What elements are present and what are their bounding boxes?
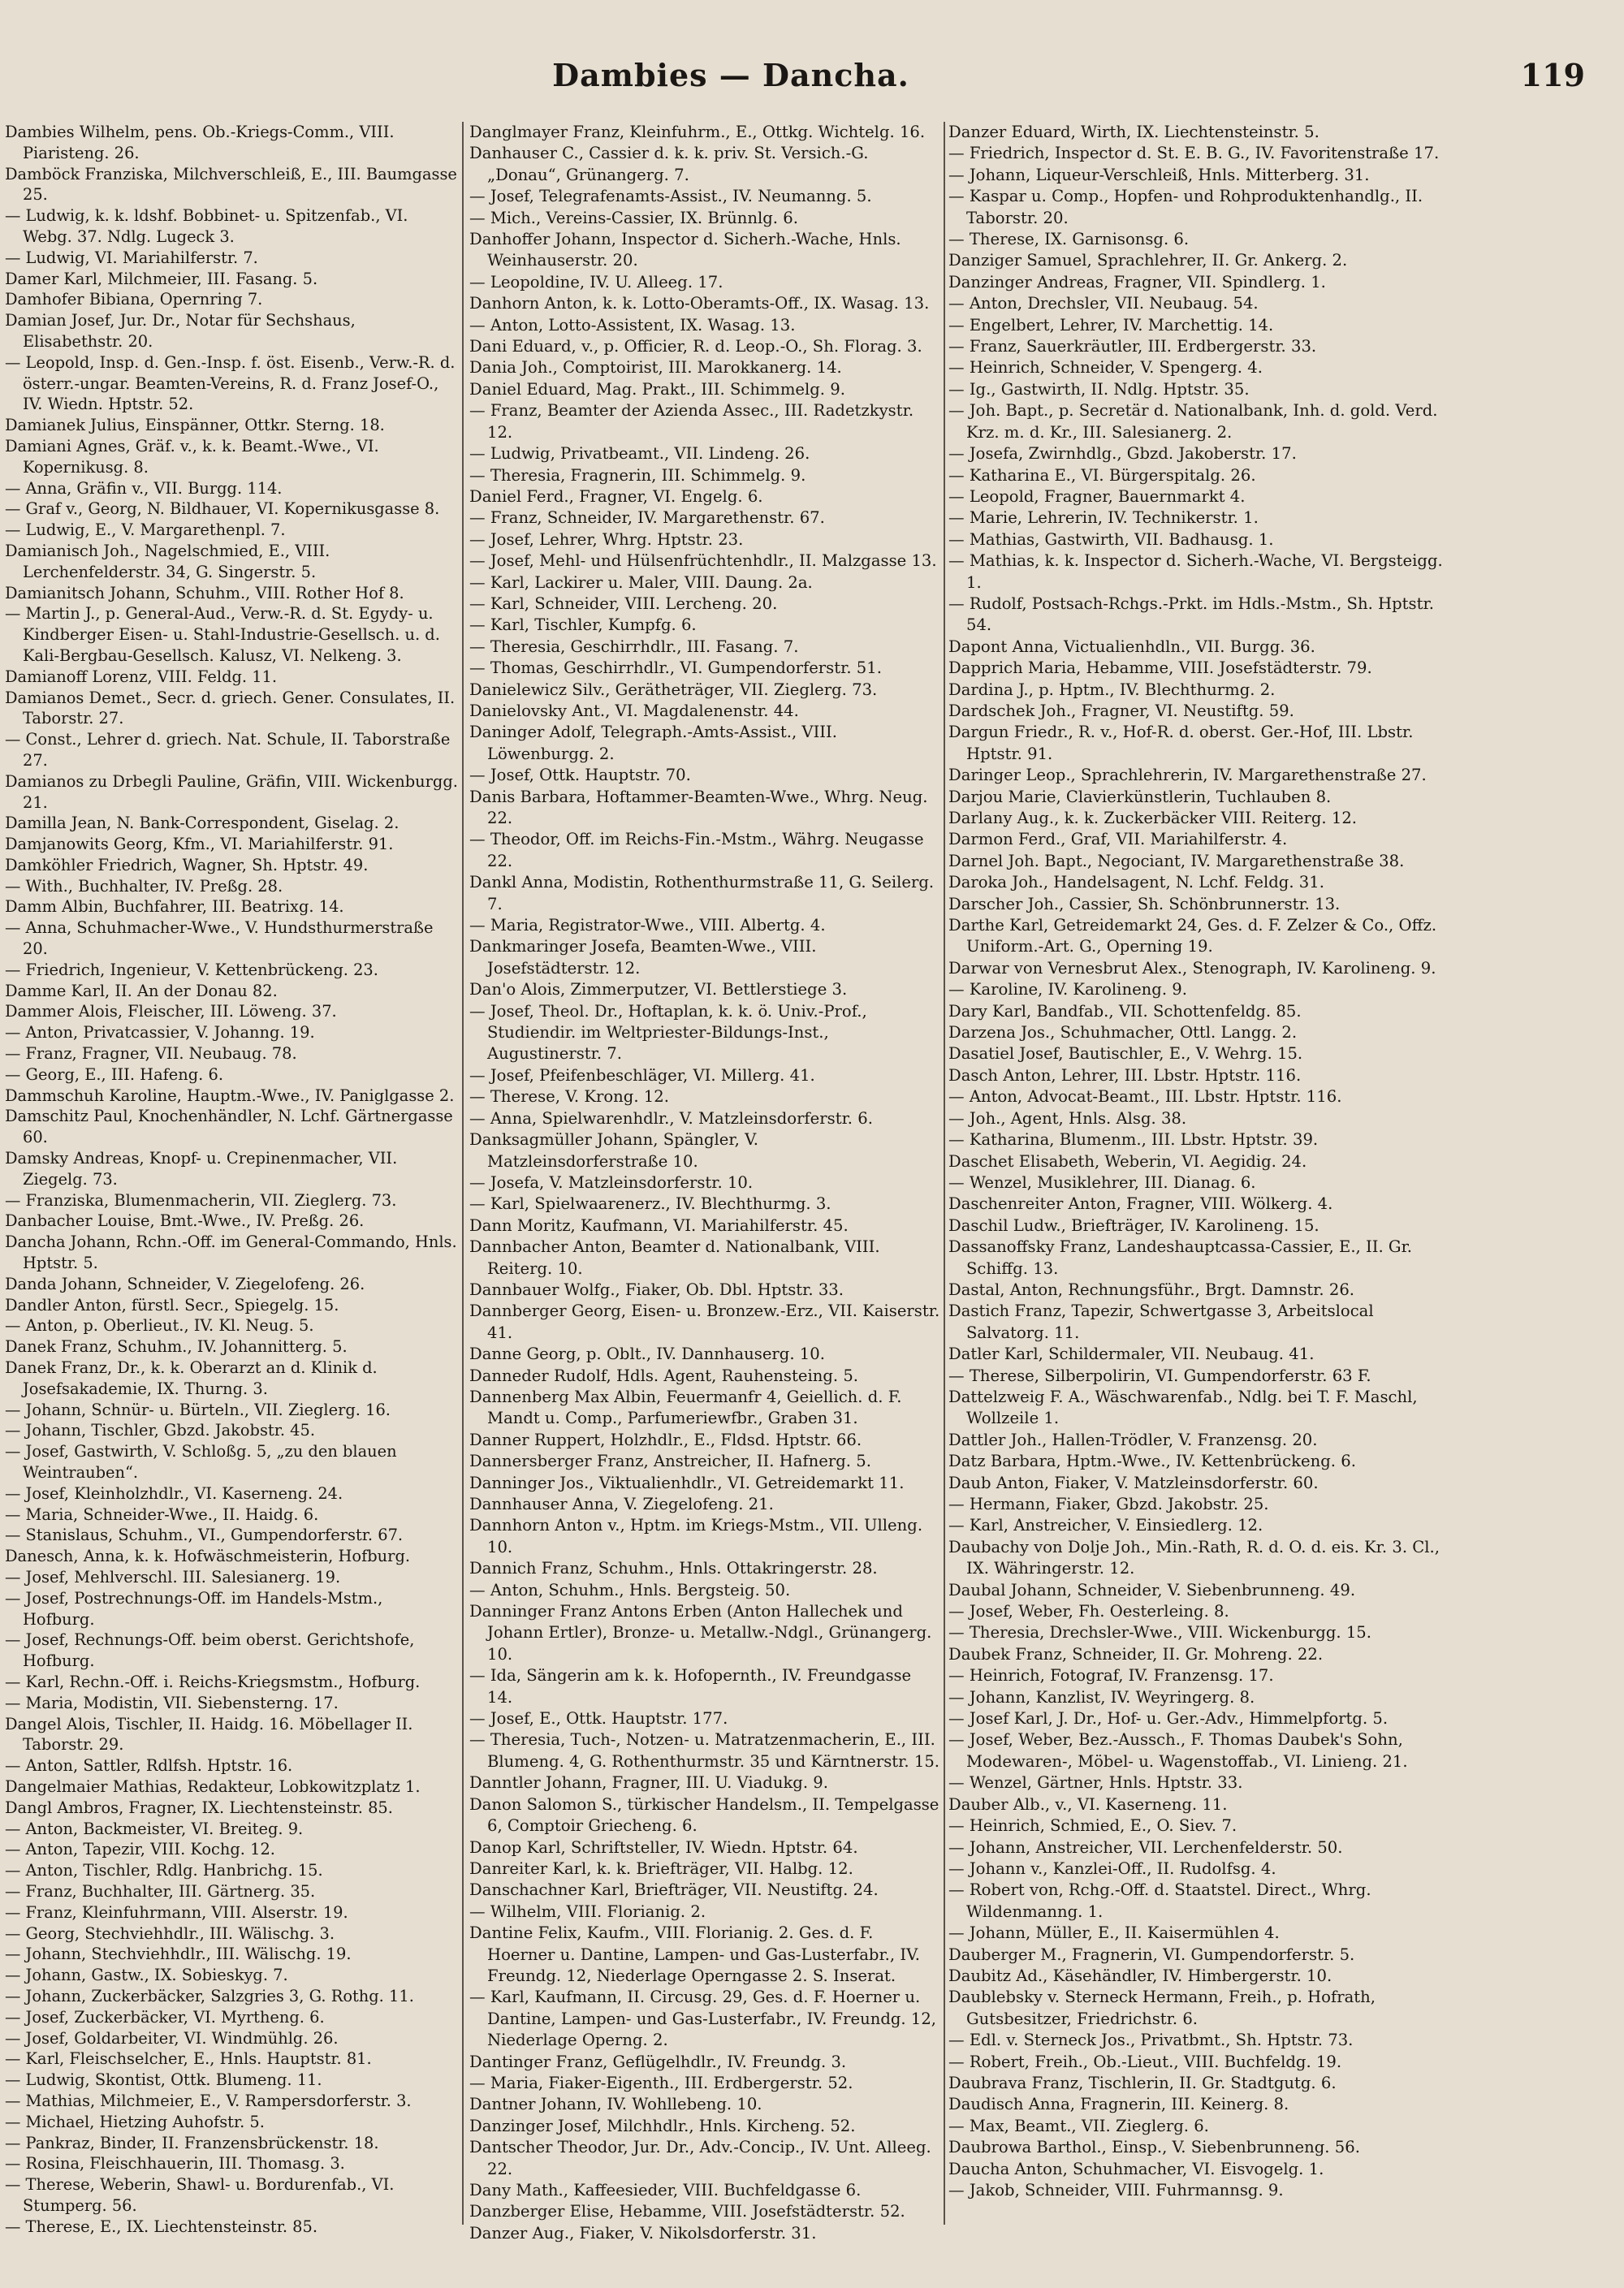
directory-entry: — Therese, E., IX. Liechtensteinstr. 85. — [5, 2217, 317, 2236]
directory-entry: — Karl, Fleischselcher, E., Hnls. Hauptstr. 81. — [5, 2049, 372, 2069]
directory-entry: Dannhorn Anton v., Hptm. im Kriegs-Mstm., VII. Ulleng. 10. — [469, 1516, 923, 1556]
directory-entry: — Mich., Vereins-Cassier, IX. Brünnlg. 6. — [469, 208, 798, 227]
directory-entry: Dannbacher Anton, Beamter d. Nationalbank, VIII. Reiterg. 10. — [469, 1237, 880, 1278]
directory-entry: — Ludwig, Privatbeamt., VII. Lindeng. 26. — [469, 444, 810, 464]
directory-entry: Dantner Johann, IV. Wohllebeng. 10. — [469, 2095, 762, 2114]
directory-entry: Dassanoffsky Franz, Landeshauptcassa-Cassier, E., II. Gr. Schiffg. 13. — [948, 1237, 1413, 1278]
column-3 — [948, 122, 1452, 2273]
directory-entry: Daucha Anton, Schuhmacher, VI. Eisvogelg. 1. — [948, 2159, 1324, 2178]
column-divider — [462, 122, 464, 2225]
directory-entry: — Wenzel, Musiklehrer, III. Dianag. 6. — [948, 1172, 1256, 1192]
directory-entry: Dapont Anna, Victualienhdln., VII. Burgg. 36. — [948, 637, 1315, 656]
directory-entry: — Marie, Lehrerin, IV. Technikerstr. 1. — [948, 508, 1259, 528]
directory-entry: — Maria, Fiaker-Eigenth., III. Erdbergerstr. 52. — [469, 2073, 853, 2092]
directory-entry: — Franz, Kleinfuhrmann, VIII. Alserstr. 19. — [5, 1902, 348, 1922]
directory-entry: Danninger Jos., Viktualienhdlr., VI. Getreidemarkt 11. — [469, 1473, 905, 1492]
directory-entry: — Theresia, Fragnerin, III. Schimmelg. 9. — [469, 465, 806, 485]
directory-entry: Daubal Johann, Schneider, V. Siebenbrunneng. 49. — [948, 1580, 1356, 1599]
directory-entry: — Friedrich, Inspector d. St. E. B. G., IV. Favoritenstraße 17. — [948, 144, 1440, 163]
directory-entry: — Johann, Gastw., IX. Sobieskyg. 7. — [5, 1966, 288, 1985]
directory-entry: Dangelmaier Mathias, Redakteur, Lobkowitzplatz 1. — [5, 1776, 421, 1796]
directory-entry: — Anton, Lotto-Assistent, IX. Wasag. 13. — [469, 315, 796, 335]
directory-entry: — Franziska, Blumenmacherin, VII. Zieglerg. 73. — [5, 1190, 397, 1210]
directory-entry: — Rosina, Fleischhauerin, III. Thomasg. 3. — [5, 2154, 345, 2174]
directory-entry: — Anton, p. Oberlieut., IV. Kl. Neug. 5. — [5, 1316, 314, 1336]
directory-entry: Dani Eduard, v., p. Officier, R. d. Leop.-O., Sh. Florag. 3. — [469, 337, 922, 356]
directory-entry: — Hermann, Fiaker, Gbzd. Jakobstr. 25. — [948, 1495, 1269, 1513]
directory-entry: Dangel Alois, Tischler, II. Haidg. 16. Möbellager II. Taborstr. 29. — [5, 1714, 413, 1755]
directory-entry: — Max, Beamt., VII. Zieglerg. 6. — [948, 2116, 1209, 2135]
directory-entry: — Therese, Silberpolirin, VI. Gumpendorferstr. 63 F. — [948, 1366, 1371, 1385]
directory-entry: Danglmayer Franz, Kleinfuhrm., E., Ottkg. Wichtelg. 16. — [469, 123, 926, 141]
directory-entry: Danhoffer Johann, Inspector d. Sicherh.-Wache, Hnls. Weinhauserstr. 20. — [469, 230, 901, 270]
directory-entry: Dammer Alois, Fleischer, III. Löweng. 37. — [5, 1002, 337, 1021]
directory-entry: — Anton, Backmeister, VI. Breiteg. 9. — [5, 1819, 304, 1838]
directory-entry: — Josef, Gastwirth, V. Schloßg. 5, „zu den blauen Weintrauben“. — [5, 1442, 397, 1482]
directory-entry: Danschachner Karl, Briefträger, VII. Neustiftg. 24. — [469, 1880, 879, 1900]
directory-entry: — Josef, Zuckerbäcker, VI. Myrtheng. 6. — [5, 2007, 325, 2027]
directory-entry: — Leopoldine, IV. U. Alleeg. 17. — [469, 272, 723, 291]
directory-entry: Damianos Demet., Secr. d. griech. Gener. Consulates, II. Taborstr. 27. — [5, 688, 456, 728]
directory-entry: — Georg, Stechviehhdlr., III. Wälischg. 3. — [5, 1923, 335, 1943]
directory-entry: — Joh. Bapt., p. Secretär d. Nationalbank, Inh. d. gold. Verd. Krz. m. d. Kr., III. Salesianerg. 2. — [948, 401, 1438, 442]
directory-entry: Dargun Friedr., R. v., Hof-R. d. oberst. Ger.-Hof, III. Lbstr. Hptstr. 91. — [948, 723, 1414, 763]
directory-entry: Danbacher Louise, Bmt.-Wwe., IV. Preßg. 26. — [5, 1211, 365, 1231]
directory-entry: — Martin J., p. General-Aud., Verw.-R. d. St. Egydy- u. Kindberger Eisen- u. Stahl-Industrie-Gesellsch. u. d. Kali-Bergbau-Gesellsch. Kalusz, VI. Nelkeng. 3. — [5, 604, 440, 665]
directory-entry: — Theodor, Off. im Reichs-Fin.-Mstm., Währg. Neugasse 22. — [469, 830, 924, 870]
directory-entry: — Ludwig, VI. Mariahilferstr. 7. — [5, 248, 258, 267]
directory-entry: — Anna, Schuhmacher-Wwe., V. Hundsthurmerstraße 20. — [5, 918, 434, 959]
directory-entry: — Franz, Schneider, IV. Margarethenstr. 67. — [469, 508, 825, 528]
directory-entry: — Edl. v. Sterneck Jos., Privatbmt., Sh. Hptstr. 73. — [948, 2031, 1354, 2050]
directory-entry: Dankmaringer Josefa, Beamten-Wwe., VIII. Josefstädterstr. 12. — [469, 937, 817, 978]
directory-entry: Danntler Johann, Fragner, III. U. Viadukg. 9. — [469, 1773, 829, 1793]
directory-entry: Danielovsky Ant., VI. Magdalenenstr. 44. — [469, 701, 799, 720]
directory-entry: — Anna, Spielwarenhdlr., V. Matzleinsdorferstr. 6. — [469, 1108, 873, 1128]
directory-entry: Danzinger Andreas, Fragner, VII. Spindlerg. 1. — [948, 272, 1326, 291]
directory-entry: — Josef, E., Ottk. Hauptstr. 177. — [469, 1709, 728, 1729]
directory-entry: Danek Franz, Schuhm., IV. Johannitterg. 5. — [5, 1337, 348, 1357]
directory-entry: — Therese, V. Krong. 12. — [469, 1087, 669, 1107]
directory-entry: Damianoff Lorenz, VIII. Feldg. 11. — [5, 667, 278, 686]
directory-entry: — Anton, Advocat-Beamt., III. Lbstr. Hptstr. 116. — [948, 1087, 1342, 1107]
directory-entry: Dardina J., p. Hptm., IV. Blechthurmg. 2. — [948, 680, 1276, 699]
directory-entry: Daubek Franz, Schneider, II. Gr. Mohreng. 22. — [948, 1644, 1324, 1664]
directory-entry: Danesch, Anna, k. k. Hofwäschmeisterin, Hofburg. — [5, 1547, 411, 1566]
directory-entry: Damianisch Joh., Nagelschmied, E., VIII. Lerchenfelderstr. 34, G. Singerstr. 5. — [5, 541, 330, 581]
directory-entry: — Katharina, Blumenm., III. Lbstr. Hptstr. 39. — [948, 1130, 1319, 1150]
directory-entry: Dany Math., Kaffeesieder, VIII. Buchfeldgasse 6. — [469, 2181, 862, 2200]
directory-entry: — Ludwig, E., V. Margarethenpl. 7. — [5, 520, 286, 540]
directory-entry: — Therese, IX. Garnisonsg. 6. — [948, 230, 1190, 249]
directory-entry: — Josef, Theol. Dr., Hoftaplan, k. k. ö. Univ.-Prof., Studiendir. im Weltpriester-Bildungs-Inst., Augustinerstr. 7. — [469, 1001, 867, 1064]
page-number: 119 — [1520, 57, 1585, 93]
directory-entry: — Ida, Sängerin am k. k. Hofopernth., IV. Freundgasse 14. — [469, 1666, 912, 1707]
directory-entry: — Johann, Schnür- u. Bürteln., VII. Zieglerg. 16. — [5, 1400, 391, 1419]
directory-entry: — Johann v., Kanzlei-Off., II. Rudolfsg. 4. — [948, 1858, 1276, 1878]
directory-entry: — With., Buchhalter, IV. Preßg. 28. — [5, 876, 283, 896]
directory-entry: — Jakob, Schneider, VIII. Fuhrmannsg. 9. — [948, 2181, 1284, 2200]
directory-entry: Darmon Ferd., Graf, VII. Mariahilferstr. 4. — [948, 830, 1288, 849]
directory-entry: — Leopold, Fragner, Bauernmarkt 4. — [948, 486, 1246, 506]
directory-entry: — Johann, Stechviehhdlr., III. Wälischg. 19. — [5, 1945, 352, 1964]
directory-entry: Danksagmüller Johann, Spängler, V. Matzleinsdorferstraße 10. — [469, 1130, 759, 1171]
directory-entry: Danneder Rudolf, Hdls. Agent, Rauhensteing. 5. — [469, 1366, 859, 1385]
directory-entry: Dannenberg Max Albin, Feuermanfr 4, Geiellich. d. F. Mandt u. Comp., Parfumeriewfbr., Graben 31. — [469, 1387, 902, 1428]
directory-entry: — Heinrich, Schmied, E., O. Siev. 7. — [948, 1816, 1237, 1836]
directory-entry: Daudisch Anna, Fragnerin, III. Keinerg. 8. — [948, 2095, 1289, 2114]
directory-entry: Danninger Franz Antons Erben (Anton Hallechek und Johann Ertler), Bronze- u. Metallw.-Ndgl., Grünangerg. 10. — [469, 1602, 932, 1664]
directory-entry: Dandler Anton, fürstl. Secr., Spiegelg. 15. — [5, 1295, 339, 1315]
directory-entry: Dancha Johann, Rchn.-Off. im General-Commando, Hnls. Hptstr. 5. — [5, 1232, 457, 1273]
directory-entry: — Karl, Spielwaarenerz., IV. Blechthurmg. 3. — [469, 1194, 831, 1214]
directory-entry: Damme Karl, II. An der Donau 82. — [5, 981, 278, 1000]
directory-entry: — Wenzel, Gärtner, Hnls. Hptstr. 33. — [948, 1773, 1243, 1793]
directory-entry: Darlany Aug., k. k. Zuckerbäcker VIII. Reiterg. 12. — [948, 809, 1358, 827]
page-header — [0, 57, 1624, 106]
directory-entry: — Maria, Modistin, VII. Siebensterng. 17. — [5, 1693, 339, 1712]
directory-entry: — Anna, Gräfin v., VII. Burgg. 114. — [5, 478, 283, 498]
directory-entry: Damilla Jean, N. Bank-Correspondent, Giselag. 2. — [5, 814, 400, 833]
directory-entry: — Rudolf, Postsach-Rchgs.-Prkt. im Hdls.-Mstm., Sh. Hptstr. 54. — [948, 594, 1434, 635]
directory-entry: Danreiter Karl, k. k. Briefträger, VII. Halbg. 12. — [469, 1858, 853, 1878]
directory-entry: Danzer Aug., Fiaker, V. Nikolsdorferstr. 31. — [469, 2223, 817, 2243]
directory-entry: — Johann, Tischler, Gbzd. Jakobstr. 45. — [5, 1421, 316, 1440]
directory-entry: Danop Karl, Schriftsteller, IV. Wiedn. Hptstr. 64. — [469, 1837, 858, 1857]
directory-entry: Dasch Anton, Lehrer, III. Lbstr. Hptstr. 116. — [948, 1065, 1302, 1085]
directory-entry: — Karoline, IV. Karolineng. 9. — [948, 980, 1187, 999]
directory-entry: Dattelzweig F. A., Wäschwarenfab., Ndlg. bei T. F. Maschl, Wollzeile 1. — [948, 1387, 1418, 1428]
directory-entry: Dannhauser Anna, V. Ziegelofeng. 21. — [469, 1495, 774, 1513]
directory-entry: Damm Albin, Buchfahrer, III. Beatrixg. 14. — [5, 897, 344, 917]
directory-entry: Damer Karl, Milchmeier, III. Fasang. 5. — [5, 269, 318, 288]
directory-entry: — Friedrich, Ingenieur, V. Kettenbrückeng. 23. — [5, 960, 378, 979]
directory-entry: Danis Barbara, Hoftammer-Beamten-Wwe., Whrg. Neug. 22. — [469, 787, 928, 827]
directory-entry: Dantinger Franz, Geflügelhdlr., IV. Freundg. 3. — [469, 2052, 847, 2071]
directory-entry: Danzinger Josef, Milchhdlr., Hnls. Kircheng. 52. — [469, 2116, 856, 2135]
directory-entry: — Johann, Liqueur-Verschleiß, Hnls. Mitterberg. 31. — [948, 165, 1370, 184]
directory-entry: — Mathias, Gastwirth, VII. Badhausg. 1. — [948, 529, 1274, 549]
directory-entry: — Karl, Anstreicher, V. Einsiedlerg. 12. — [948, 1516, 1263, 1535]
directory-entry: Daschet Elisabeth, Weberin, VI. Aegidig. 24. — [948, 1151, 1307, 1171]
directory-entry: Dary Karl, Bandfab., VII. Schottenfeldg. 85. — [948, 1001, 1302, 1021]
directory-entry: — Graf v., Georg, N. Bildhauer, VI. Kopernikusgasse 8. — [5, 499, 440, 519]
directory-entry: Damianek Julius, Einspänner, Ottkr. Sterng. 18. — [5, 416, 385, 435]
directory-entry: Dardschek Joh., Fragner, VI. Neustiftg. 59. — [948, 701, 1294, 720]
directory-entry: — Georg, E., III. Hafeng. 6. — [5, 1064, 224, 1084]
directory-entry: Danne Georg, p. Oblt., IV. Dannhauserg. 10. — [469, 1345, 825, 1364]
directory-entry: Dattler Joh., Hallen-Trödler, V. Franzensg. 20. — [948, 1430, 1318, 1449]
directory-entry: Daninger Adolf, Telegraph.-Amts-Assist., VIII. Löwenburgg. 2. — [469, 723, 838, 763]
directory-entry: Dasatiel Josef, Bautischler, E., V. Wehrg. 15. — [948, 1044, 1303, 1064]
directory-entry: — Maria, Schneider-Wwe., II. Haidg. 6. — [5, 1504, 319, 1524]
directory-entry: Danziger Samuel, Sprachlehrer, II. Gr. Ankerg. 2. — [948, 251, 1348, 270]
directory-entry: Darthe Karl, Getreidemarkt 24, Ges. d. F. Zelzer & Co., Offz. Uniform.-Art. G., Operning 19. — [948, 916, 1437, 956]
directory-entry: Danhorn Anton, k. k. Lotto-Oberamts-Off., IX. Wasag. 13. — [469, 294, 930, 313]
directory-entry: Daschil Ludw., Briefträger, IV. Karolineng. 15. — [948, 1215, 1320, 1235]
directory-entry: — Maria, Registrator-Wwe., VIII. Albertg. 4. — [469, 916, 826, 935]
directory-entry: — Engelbert, Lehrer, IV. Marchettig. 14. — [948, 315, 1274, 335]
directory-entry: Dastal, Anton, Rechnungsführ., Brgt. Damnstr. 26. — [948, 1280, 1355, 1299]
directory-entry: — Franz, Beamter der Azienda Assec., III. Radetzkystr. 12. — [469, 401, 914, 442]
directory-entry: — Theresia, Geschirrhdlr., III. Fasang. 7. — [469, 637, 799, 656]
directory-entry: — Anton, Tapezir, VIII. Kochg. 12. — [5, 1840, 275, 1859]
directory-entry: — Franz, Sauerkräutler, III. Erdbergerstr. 33. — [948, 337, 1317, 356]
directory-entry: — Josef Karl, J. Dr., Hof- u. Ger.-Adv., Himmelpfortg. 5. — [948, 1709, 1389, 1729]
directory-entry: Daubrava Franz, Tischlerin, II. Gr. Stadtgutg. 6. — [948, 2073, 1337, 2092]
directory-entry: Danhauser C., Cassier d. k. k. priv. St. Versich.-G. „Donau“, Grünangerg. 7. — [469, 144, 869, 184]
directory-entry: — Thomas, Geschirrhdlr., VI. Gumpendorferstr. 51. — [469, 658, 882, 678]
directory-entry: — Johann, Zuckerbäcker, Salzgries 3, G. Rothg. 11. — [5, 1986, 414, 2005]
directory-entry: — Theresia, Tuch-, Notzen- u. Matratzenmacherin, E., III. Blumeng. 4, G. Rothenthurmstr. 35 und Kärntnerstr. 15. — [469, 1730, 940, 1771]
directory-entry: — Ludwig, Skontist, Ottk. Blumeng. 11. — [5, 2070, 322, 2090]
directory-entry: Danzberger Elise, Hebamme, VIII. Josefstädterstr. 52. — [469, 2202, 905, 2221]
directory-entry: Daniel Eduard, Mag. Prakt., III. Schimmelg. 9. — [469, 379, 845, 399]
directory-entry: — Robert, Freih., Ob.-Lieut., VIII. Buchfeldg. 19. — [948, 2052, 1342, 2071]
directory-entry: Danda Johann, Schneider, V. Ziegelofeng. 26. — [5, 1274, 365, 1293]
directory-entry: — Anton, Sattler, Rdlfsh. Hptstr. 16. — [5, 1756, 293, 1776]
directory-entry: — Josef, Rechnungs-Off. beim oberst. Gerichtshofe, Hofburg. — [5, 1630, 415, 1671]
directory-entry: — Johann, Kanzlist, IV. Weyringerg. 8. — [948, 1687, 1255, 1707]
directory-entry: Dannersberger Franz, Anstreicher, II. Hafnerg. 5. — [469, 1452, 871, 1471]
directory-entry: Dannich Franz, Schuhm., Hnls. Ottakringerstr. 28. — [469, 1559, 878, 1578]
directory-entry: — Josef, Mehl- und Hülsenfrüchtenhdlr., II. Malzgasse 13. — [469, 551, 937, 571]
running-title: Dambies — Dancha. — [552, 57, 909, 93]
directory-entry: — Anton, Schuhm., Hnls. Bergsteig. 50. — [469, 1580, 791, 1599]
directory-entry: — Joh., Agent, Hnls. Alsg. 38. — [948, 1108, 1187, 1128]
column-1 — [5, 122, 458, 2273]
directory-entry: Daubitz Ad., Käsehändler, IV. Himbergerstr. 10. — [948, 1966, 1332, 1985]
directory-entry: — Leopold, Insp. d. Gen.-Insp. f. öst. Eisenb., Verw.-R. d. österr.-ungar. Beamten-Vereins, R. d. Franz Josef-O., IV. Wiedn. Hptstr. 52. — [5, 352, 456, 414]
directory-entry: Darwar von Vernesbrut Alex., Stenograph, IV. Karolineng. 9. — [948, 958, 1436, 978]
directory-entry: — Josef, Ottk. Hauptstr. 70. — [469, 766, 691, 785]
directory-entry: Daroka Joh., Handelsagent, N. Lchf. Feldg. 31. — [948, 873, 1324, 892]
directory-entry: Dann Moritz, Kaufmann, VI. Mariahilferstr. 45. — [469, 1215, 849, 1235]
directory-entry: — Wilhelm, VIII. Florianig. 2. — [469, 1902, 706, 1921]
directory-entry: Daub Anton, Fiaker, V. Matzleinsdorferstr. 60. — [948, 1473, 1319, 1492]
directory-entry: Damiani Agnes, Gräf. v., k. k. Beamt.-Wwe., VI. Kopernikusg. 8. — [5, 436, 379, 477]
directory-entry: — Karl, Tischler, Kumpfg. 6. — [469, 615, 697, 635]
directory-entry: Damjanowits Georg, Kfm., VI. Mariahilferstr. 91. — [5, 835, 394, 854]
directory-entry: Danielewicz Silv., Gerätheträger, VII. Zieglerg. 73. — [469, 680, 878, 699]
directory-entry: Damschitz Paul, Knochenhändler, N. Lchf. Gärtnergasse 60. — [5, 1107, 453, 1147]
directory-entry: — Mathias, k. k. Inspector d. Sicherh.-Wache, VI. Bergsteigg. 1. — [948, 551, 1443, 592]
directory-entry: — Therese, Weberin, Shawl- u. Bordurenfab., VI. Stumperg. 56. — [5, 2175, 395, 2215]
directory-entry: Dania Joh., Comptoirist, III. Marokkanerg. 14. — [469, 358, 842, 378]
directory-entry: Darnel Joh. Bapt., Negociant, IV. Margarethenstraße 38. — [948, 851, 1405, 870]
directory-entry: — Const., Lehrer d. griech. Nat. Schule, II. Taborstraße 27. — [5, 730, 451, 770]
directory-entry: Dan'o Alois, Zimmerputzer, VI. Bettlerstiege 3. — [469, 980, 848, 999]
directory-entry: — Ig., Gastwirth, II. Ndlg. Hptstr. 35. — [948, 379, 1250, 399]
directory-entry: Damböck Franziska, Milchverschleiß, E., III. Baumgasse 25. — [5, 164, 457, 205]
directory-entry: — Josef, Telegrafenamts-Assist., IV. Neumanng. 5. — [469, 187, 872, 206]
directory-entry: Daschenreiter Anton, Fragner, VIII. Wölkerg. 4. — [948, 1194, 1333, 1214]
directory-entry: — Josef, Goldarbeiter, VI. Windmühlg. 26. — [5, 2028, 339, 2048]
directory-entry: Danzer Eduard, Wirth, IX. Liechtensteinstr. 5. — [948, 123, 1320, 141]
directory-entry: Dambies Wilhelm, pens. Ob.-Kriegs-Comm., VIII. Piaristeng. 26. — [5, 123, 395, 162]
directory-entry: Dastich Franz, Tapezir, Schwertgasse 3, Arbeitslocal Salvatorg. 11. — [948, 1302, 1374, 1342]
directory-entry: — Josef, Weber, Fh. Oesterleing. 8. — [948, 1602, 1229, 1621]
directory-entry: Dammschuh Karoline, Hauptm.-Wwe., IV. Paniglgasse 2. — [5, 1086, 455, 1105]
directory-entry: Datler Karl, Schildermaler, VII. Neubaug. 41. — [948, 1345, 1315, 1364]
directory-entry: Damköhler Friedrich, Wagner, Sh. Hptstr. 49. — [5, 855, 369, 874]
directory-entry: Danner Ruppert, Holzhdlr., E., Fldsd. Hptstr. 66. — [469, 1430, 862, 1449]
directory-entry: Damianos zu Drbegli Pauline, Gräfin, VIII. Wickenburgg. 21. — [5, 771, 458, 812]
directory-entry: — Robert von, Rchg.-Off. d. Staatstel. Direct., Whrg. Wildenmanng. 1. — [948, 1880, 1371, 1921]
directory-entry: — Josef, Lehrer, Whrg. Hptstr. 23. — [469, 529, 744, 549]
directory-entry: — Josef, Weber, Bez.-Aussch., F. Thomas Daubek's Sohn, Modewaren-, Möbel- u. Wagenstoffab., VI. Linieng. 21. — [948, 1730, 1408, 1771]
directory-entry: Dapprich Maria, Hebamme, VIII. Josefstädterstr. 79. — [948, 658, 1372, 678]
column-2 — [469, 122, 940, 2273]
column-divider — [944, 122, 945, 2225]
directory-entry: Darjou Marie, Clavierkünstlerin, Tuchlauben 8. — [948, 787, 1332, 806]
directory-entry: Daubachy von Dolje Joh., Min.-Rath, R. d. O. d. eis. Kr. 3. Cl., IX. Währingerstr. 12. — [948, 1537, 1440, 1578]
directory-entry: — Heinrich, Fotograf, IV. Franzensg. 17. — [948, 1666, 1274, 1686]
directory-entry: Dantscher Theodor, Jur. Dr., Adv.-Concip., IV. Unt. Alleeg. 22. — [469, 2138, 931, 2178]
directory-entry: — Heinrich, Schneider, V. Spengerg. 4. — [948, 358, 1263, 378]
directory-entry: Danek Franz, Dr., k. k. Oberarzt an d. Klinik d. Josefsakademie, IX. Thurng. 3. — [5, 1358, 378, 1398]
directory-entry: Daubrowa Barthol., Einsp., V. Siebenbrunneng. 56. — [948, 2138, 1360, 2157]
directory-entry: — Johann, Müller, E., II. Kaisermühlen 4. — [948, 1923, 1280, 1943]
directory-entry: — Michael, Hietzing Auhofstr. 5. — [5, 2112, 265, 2131]
directory-entry: — Josef, Mehlverschl. III. Salesianerg. 19. — [5, 1567, 341, 1586]
directory-entry: Daublebsky v. Sterneck Hermann, Freih., p. Hofrath, Gutsbesitzer, Friedrichstr. 6. — [948, 1988, 1376, 2028]
directory-entry: Dangl Ambros, Fragner, IX. Liechtensteinstr. 85. — [5, 1798, 393, 1817]
directory-entry: Dantine Felix, Kaufm., VIII. Florianig. 2. Ges. d. F. Hoerner u. Dantine, Lampen- und Gas-Lusterfabr., IV. Freundg. 12, Niederlage Operngasse 2. S. Inserat. — [469, 1923, 921, 1985]
directory-entry: — Anton, Privatcassier, V. Johanng. 19. — [5, 1023, 315, 1043]
directory-entry: Damhofer Bibiana, Opernring 7. — [5, 290, 263, 309]
directory-entry: — Kaspar u. Comp., Hopfen- und Rohproduktenhandlg., II. Taborstr. 20. — [948, 187, 1423, 227]
directory-entry: — Anton, Tischler, Rdlg. Hanbrichg. 15. — [5, 1861, 323, 1880]
directory-entry: — Franz, Buchhalter, III. Gärtnerg. 35. — [5, 1881, 316, 1901]
directory-entry: — Anton, Drechsler, VII. Neubaug. 54. — [948, 294, 1259, 313]
directory-entry: — Stanislaus, Schuhm., VI., Gumpendorferstr. 67. — [5, 1526, 404, 1545]
directory-entry: — Karl, Kaufmann, II. Circusg. 29, Ges. d. F. Hoerner u. Dantine, Lampen- und Gas-Lusterfabr., IV. Freundg. 12, Niederlage Operng. 2. — [469, 1988, 937, 2050]
directory-entry: — Josef, Kleinholzhdlr., VI. Kaserneng. 24. — [5, 1483, 343, 1503]
directory-entry: — Karl, Lackirer u. Maler, VIII. Daung. 2a. — [469, 572, 813, 592]
directory-entry: — Josefa, V. Matzleinsdorferstr. 10. — [469, 1172, 754, 1192]
directory-entry: — Karl, Rechn.-Off. i. Reichs-Kriegsmstm., Hofburg. — [5, 1672, 421, 1691]
directory-entry: Daringer Leop., Sprachlehrerin, IV. Margarethenstraße 27. — [948, 766, 1427, 785]
directory-entry: — Karl, Schneider, VIII. Lercheng. 20. — [469, 594, 778, 613]
directory-entry: Darscher Joh., Cassier, Sh. Schönbrunnerstr. 13. — [948, 894, 1341, 913]
directory-entry: — Mathias, Milchmeier, E., V. Rampersdorferstr. 3. — [5, 2091, 412, 2110]
directory-entry: Datz Barbara, Hptm.-Wwe., IV. Kettenbrückeng. 6. — [948, 1452, 1356, 1471]
directory-entry: — Josef, Postrechnungs-Off. im Handels-Mstm., Hofburg. — [5, 1588, 383, 1629]
directory-entry: — Pankraz, Binder, II. Franzensbrückenstr. 18. — [5, 2133, 379, 2152]
directory-entry: — Theresia, Drechsler-Wwe., VIII. Wickenburgg. 15. — [948, 1623, 1371, 1643]
directory-entry: — Ludwig, k. k. ldshf. Bobbinet- u. Spitzenfab., VI. Webg. 37. Ndlg. Lugeck 3. — [5, 206, 408, 246]
directory-entry: Dankl Anna, Modistin, Rothenthurmstraße 11, G. Seilerg. 7. — [469, 873, 935, 913]
directory-entry: Dauber Alb., v., VI. Kaserneng. 11. — [948, 1794, 1228, 1814]
directory-entry: — Johann, Anstreicher, VII. Lerchenfelderstr. 50. — [948, 1837, 1343, 1857]
directory-entry: — Josef, Pfeifenbeschläger, VI. Millerg. 41. — [469, 1065, 815, 1085]
directory-entry: — Katharina E., VI. Bürgerspitalg. 26. — [948, 465, 1256, 485]
directory-entry: Dannbauer Wolfg., Fiaker, Ob. Dbl. Hptstr. 33. — [469, 1280, 844, 1299]
directory-entry: Dannberger Georg, Eisen- u. Bronzew.-Erz., VII. Kaiserstr. 41. — [469, 1302, 940, 1342]
directory-entry: Damianitsch Johann, Schuhm., VIII. Rother Hof 8. — [5, 583, 404, 602]
directory-entry: Damian Josef, Jur. Dr., Notar für Sechshaus, Elisabethstr. 20. — [5, 311, 356, 351]
directory-entry: Daniel Ferd., Fragner, VI. Engelg. 6. — [469, 486, 763, 506]
directory-entry: Dauberger M., Fragnerin, VI. Gumpendorferstr. 5. — [948, 1945, 1355, 1964]
directory-entry: — Franz, Fragner, VII. Neubaug. 78. — [5, 1044, 297, 1064]
directory-entry: Danon Salomon S., türkischer Handelsm., II. Tempelgasse 6, Comptoir Griecheng. 6. — [469, 1794, 939, 1836]
directory-entry: — Josefa, Zwirnhdlg., Gbzd. Jakoberstr. 17. — [948, 444, 1297, 464]
directory-entry: Darzena Jos., Schuhmacher, Ottl. Langg. 2. — [948, 1023, 1298, 1043]
directory-entry: Damsky Andreas, Knopf- u. Crepinenmacher, VII. Ziegelg. 73. — [5, 1149, 398, 1189]
